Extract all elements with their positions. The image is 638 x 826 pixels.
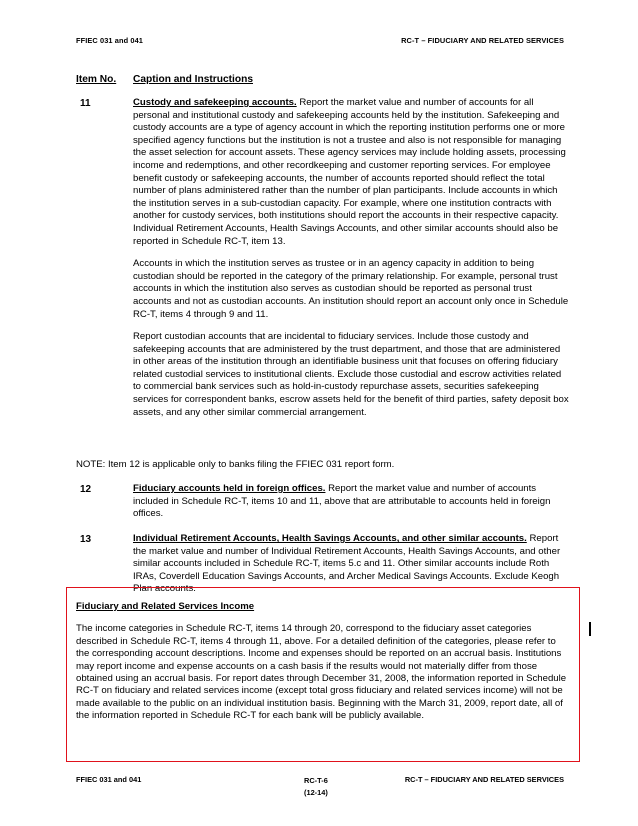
item-11-text: Report the market value and number of accounts for all personal and institutional custody and safekeeping accounts held by the institution. Safekeeping and custody accounts are a type of agency account in which the reporting institution performs one or more specified agency functions but the institution is not a trustee and also is not responsible for managing the asset selection for account assets. These agency services may include holding assets, processing income and redemptions, and other recordkeeping and customer reporting services. For employee benefit custody or safekeeping accounts, the number of accounts reported should reflect the total number of plans administered rather than the number of plan participants. Include accounts in which the institution serves in a sub-custodian capacity. For example, where one institution contracts with another for custody services, both institutions should report the accounts in their respective capacity. Individual Retirement Accounts, Health Savings Accounts, and other similar accounts should also be reported in Schedule RC-T, item 13.: [133, 97, 566, 247]
footer-revision: (12-14): [304, 788, 328, 797]
header-schedule-title: RC-T – FIDUCIARY AND RELATED SERVICES: [401, 36, 564, 45]
income-section-title: Fiduciary and Related Services Income: [76, 601, 255, 612]
header-form-id: FFIEC 031 and 041: [76, 36, 144, 45]
item-13-number: 13: [80, 534, 92, 545]
income-section: [76, 601, 570, 723]
footer-form-id: FFIEC 031 and 041: [76, 775, 142, 784]
item-12-text: Report the market value and number of accounts included in Schedule RC-T, items 10 and 11, above that are attributable to accounts held in foreign offices.: [133, 483, 551, 520]
item-11-paragraph: Accounts in which the institution serves as trustee or in an agency capacity in addition to being custodian should be reported in the category of the primary relationship. For example, personal trust accounts in which the institution also serves as custodian should be reported as personal trust accounts and not as custodian accounts. An institution should report an account only once in Schedule RC-T, items 4 through 9 and 11.: [133, 258, 569, 320]
note: NOTE: Item 12 is applicable only to banks filing the FFIEC 031 report form.: [76, 459, 395, 470]
caption-heading: Caption and Instructions: [133, 74, 253, 85]
item-12-title: Fiduciary accounts held in foreign offices.: [133, 483, 326, 494]
footer-page: RC-T-6: [304, 776, 328, 785]
item-11-body: [133, 97, 569, 429]
item-11-title: Custody and safekeeping accounts.: [133, 97, 297, 108]
item-11-paragraph: [133, 97, 569, 248]
item-12-paragraph: [133, 483, 569, 521]
item-11-paragraph: Report custodian accounts that are incidental to fiduciary services. Include those custody and safekeeping accounts that are administered by the trust department, and those that are administered in other areas of the institution through an identifiable business unit that focuses on offering fiduciary related custodial services to institutional clients. Exclude those custodial and escrow activities related to commercial bank services such as hold-in-custody repurchase assets, securities safekeeping services for correspondent banks, escrow assets held for the benefit of third parties, safety deposit box assets, and any other similar commercial arrangement.: [133, 331, 569, 418]
item-12-body: [133, 483, 569, 531]
item-13-title: Individual Retirement Accounts, Health Savings Accounts, and other similar accounts.: [133, 533, 527, 544]
item-no-heading: Item No.: [76, 74, 117, 85]
revision-change-bar: [589, 622, 591, 636]
item-11-number: 11: [80, 98, 91, 109]
footer-page-number: [304, 775, 328, 799]
income-section-text: The income categories in Schedule RC-T, items 14 through 20, correspond to the fiduciary asset categories described in Schedule RC-T, items 4 through 11, above. For a detailed definition of the categories, please refer to the corresponding account descriptions. Income and expenses should be reported on an accrual basis. Institutions may report income and expense accounts on a cash basis if the results would not materially differ from those obtained using an accrual basis. For report dates through December 31, 2008, the information reported in Schedule RC-T on fiduciary and related services income (except total gross fiduciary and related services income) will not be made available to the public on an individual institution basis. Beginning with the March 31, 2009, report date, all of the information reported in Schedule RC-T for each bank will be publicly available.: [76, 623, 567, 722]
footer-schedule-title: RC-T – FIDUCIARY AND RELATED SERVICES: [404, 775, 564, 784]
item-13-text: Report the market value and number of Individual Retirement Accounts, Health Savings Accounts, and other similar accounts included in Schedule RC-T, items 5.c and 11. Other similar accounts include Roth IRAs, Coverdell Education Savings Accounts, and Archer Medical Savings Accounts. Exclude Keogh Plan accounts.: [133, 533, 561, 595]
item-12-number: 12: [80, 484, 92, 495]
